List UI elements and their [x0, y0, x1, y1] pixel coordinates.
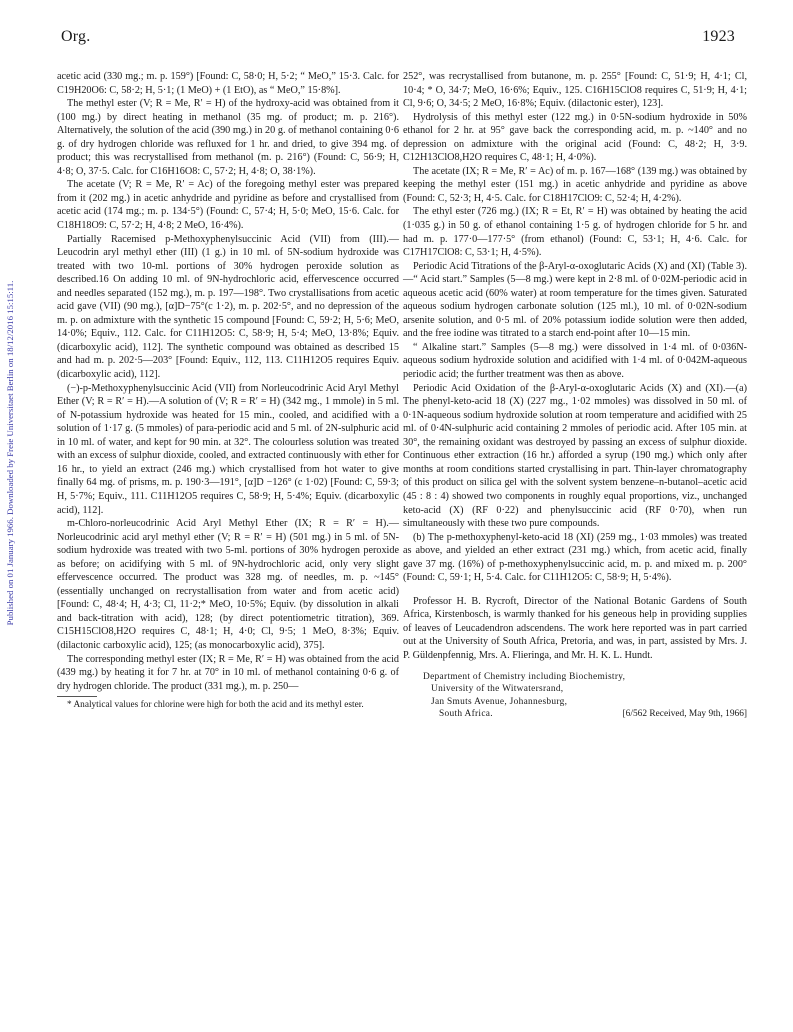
affiliation-line: Jan Smuts Avenue, Johannesburg, [431, 696, 568, 707]
acknowledgement: Professor H. B. Rycroft, Director of the National Botanic Gardens of South Africa, Kirstenbosch, is warmly thanked for his geneous help in providing supplies of leaves of Leucadendron adscendens. The work here reported was in part carried out at the University of South Africa, Pretoria, and was, in part, assisted by Mrs. J. P. Güldenpfennig, Mrs. A. Flieringa, and Mr. H. K. L. Hundt. [403, 595, 747, 661]
paragraph: The acetate (V; R = Me, R′ = Ac) of the foregoing methyl ester was prepared from it (202 mg.) in acetic anhydride and pyridine as before and crystallised from acetic acid (174 mg.; m. p. 134·5°) (Found: C, 57·4; H, 5·0; MeO, 15·6. Calc. for C18H18O9: C, 57·2; H, 4·8; 2 MeO, 16·4%). [57, 179, 399, 232]
footnote-rule [57, 696, 97, 697]
paragraph: The ethyl ester (726 mg.) (IX; R = Et, R′ = H) was obtained by heating the acid (1·035 g.) in 50 g. of ethanol containing 1·5 g. of hydrogen chloride for 5 hr. and had m. p. 177·0—177·5° (from ethanol) (Found: C, 53·1; H, 4·6. Calc. for C17H17ClO8: C, 53·1; H, 4·5%). [403, 206, 747, 259]
paragraph: “ Alkaline start.” Samples (5—8 mg.) were dissolved in 1·4 ml. of 0·036N-aqueous sodium hydroxide solution and acidified with 1·4 ml. of 0·042M-aqueous periodic acid; the further treatment was then as above. [403, 341, 747, 381]
paragraph: m-Chloro-norleucodrinic Acid Aryl Methyl Ether (IX; R = R′ = H).—Norleucodrinic acid aryl methyl ether (V; R = R′ = H) (501 mg.) in 5 ml. of 5N-sodium hydroxide was treated with two 5-ml. portions of 30% hydrogen peroxide as before; on acidifying with 5 ml. of 9N-hydrochloric acid, only very slight effervescence occurred. The product was 328 mg. of needles, m. p. ~145° (essentially unchanged on recrystallisation from water and from acetic acid) [Found: C, 48·4; H, 4·3; Cl, 11·2;* MeO, 10·5%; Equiv. (by dissolution in alkali and back-titration with acid), 128; (by direct potentiometric titration), 369. C15H15ClO8,H2O requires C, 48·1; H, 4·0; Cl, 9·5; 1 MeO, 8·3%; Equiv. (dilactonic carboxylic acid), 125; (as monocarboxylic acid), 375]. [57, 518, 399, 651]
download-watermark [2, 148, 18, 758]
paragraph: The acetate (IX; R = Me, R′ = Ac) of m. p. 167—168° (139 mg.) was obtained by keeping the methyl ester (151 mg.) in acetic anhydride and pyridine as above (Found: C, 52·3; H, 4·5. Calc. for C18H17ClO9: C, 52·4; H, 4·2%). [403, 165, 747, 204]
paragraph: The methyl ester (V; R = Me, R′ = H) of the hydroxy-acid was obtained from it (100 mg.) by direct heating in methanol (35 mg. of product; m. p. 216°). Alternatively, the solution of the acid (390 mg.) in 20 g. of methanol containing 0·6 g. of dry hydrogen chloride was refluxed for 1 hr. and dried, to give 394 mg. of product; this was recrystallised from methanol (m. p. 216°) (Found: C, 56·9; H, 4·8; O, 37·5. Calc. for C16H16O8: C, 57·2; H, 4·8; O, 38·1%). [57, 98, 399, 177]
paragraph: Hydrolysis of this methyl ester (122 mg.) in 0·5N-sodium hydroxide in 50% ethanol for 2 hr. at 95° gave back the corresponding acid, m. p. ~140° and no depression on admixture with the original acid (Found: C, 48·2; H, 3·9. C12H13ClO8,H2O requires C, 48·1; H, 4·0%). [403, 111, 747, 164]
affiliation-block [403, 671, 747, 721]
paragraph: (−)-p-Methoxyphenylsuccinic Acid (VII) from Norleucodrinic Acid Aryl Methyl Ether (V; R = R′ = H).—A solution of (V; R = R′ = H) (342 mg., 1 mmole) in 5 ml. of N-potassium hydroxide was heated for 15 min., cooled, and acidified with a solution of 1·17 g. (5 mmoles) of para-periodic acid and 5 ml. of 2N-sulphuric acid in 10 ml. of water, and kept for 90 min. at 32°. The colourless solution was treated with an excess of sulphur dioxide, cooled, and extracted continuously with ether for 16 hr., to yield an extract (246 mg.) which crystallised from hot water to give finally 64 mg. of prisms, m. p. 190·3—191°, [α]D −126° (c 1·02) [Found: C, 59·3; H, 5·7%; Equiv., 111. C11H12O5 requires C, 58·9; H, 5·4%; Equiv. (dicarboxylic acid), 112]. [57, 382, 399, 516]
download-watermark-text: Published on 01 January 1966. Downloaded by Freie Universitaet Berlin on 18/12/2016 15:15:11. [5, 280, 15, 626]
paragraph: 252°, was recrystallised from butanone, m. p. 255° [Found: C, 51·9; H, 4·1; Cl, 10·4; * O, 34·7; MeO, 16·6%; Equiv., 125. C16H15ClO8 requires C, 51·9; H, 4·1; Cl, 9·6; O, 34·5; 2 MeO, 16·8%; Equiv. (dilactonic ester), 123]. [403, 71, 747, 110]
paragraph: Periodic Acid Oxidation of the β-Aryl-α-oxoglutaric Acids (X) and (XI).—(a) The phenyl-keto-acid 18 (X) (227 mg., 1·02 mmoles) was dissolved in 50 ml. of 0·1N-aqueous sodium hydroxide solution at room temperature and acidified with 25 ml. of 0·4N-sulphuric acid containing 2 mmoles of periodic acid. After 105 min. at 30°, the remaining oxidant was destroyed by passing an excess of sulphur dioxide. Continuous ether extraction (16 hr.) afforded a syrup (190 mg.) which only after months at room conditions started crystallising in part. Thin-layer chromatography of this product on silica gel with the solvent system benzene–n-butanol–acetic acid (45 : 8 : 4) showed two components in roughly equal proportions, viz., unchanged keto-acid (X) (RF 0·22) and phenylsuccinic acid (RF 0·70), when run simultaneously with these two pure compounds. [403, 382, 747, 530]
paragraph: acetic acid (330 mg.; m. p. 159°) [Found: C, 58·0; H, 5·2; “ MeO,” 15·3. Calc. for C19H20O6: C, 58·2; H, 5·1; (1 MeO) + (1 EtO), as “ MeO,” 15·8%]. [57, 71, 399, 96]
received-date: [6/562 Received, May 9th, 1966] [622, 709, 747, 720]
footnote: * Analytical values for chlorine were high for both the acid and its methyl ester. [67, 700, 364, 711]
paragraph: The corresponding methyl ester (IX; R = Me, R′ = H) was obtained from the acid (439 mg.) by heating it for 7 hr. at 70° in 10 ml. of methanol containing 0·6 g. of dry hydrogen chloride. The product (331 mg.), m. p. 250— [57, 653, 399, 692]
page-number: 1923 [702, 28, 735, 45]
affiliation-line [423, 708, 747, 721]
paragraph: (b) The p-methoxyphenyl-keto-acid 18 (XI) (259 mg., 1·03 mmoles) was treated as above, and yielded an ether extract (231 mg.) which, from acetic acid, finally gave 37 mg. (16%) of p-methoxyphenylsuccinic acid, m. p. and mixed m. p. 200° (Found: C, 59·1; H, 5·4. Calc. for C11H12O5: C, 58·9; H, 5·4%). [403, 531, 747, 584]
affiliation-country: South Africa. [439, 709, 493, 720]
left-text-column [57, 70, 399, 711]
journal-section-header: Org. [61, 28, 91, 45]
paragraph: Periodic Acid Titrations of the β-Aryl-α-oxoglutaric Acids (X) and (XI) (Table 3).—“ Acid start.” Samples (5—8 mg.) were kept in 2·8 ml. of 0·02M-periodic acid in aqueous acetic acid (60% water) at room temperature for the times given. Saturated aqueous sodium hydrogen carbonate solution (125 ml.), 10 ml. of 0·02N-sodium arsenite solution, and 0·5 ml. of 20% potassium iodide solution were then added, and the free iodine was titrated to a starch end-point after 10—15 min. [403, 260, 747, 340]
affiliation-line: University of the Witwatersrand, [431, 684, 564, 695]
paragraph: Partially Racemised p-Methoxyphenylsuccinic Acid (VII) from (III).—Leucodrin aryl methyl ether (III) (1 g.) in 10 ml. of 5N-sodium hydroxide was treated with two 10-ml. portions of 30% hydrogen peroxide solution as described.16 On adding 10 ml. of 9N-hydrochloric acid, effervescence occurred and needles separated (152 mg.), m. p. 197—198°. Two crystallisations from acetic acid gave (VII) (90 mg.), [α]D−75°(c 1·2), m. p. 202·5°, and no depression of the m. p. on admixture with the synthetic 15 compound [Found: C, 59·2; H, 5·6; MeO, 14·0%; Equiv., 112. Calc. for C11H12O5: C, 58·9; H, 5·4; MeO, 13·8%; Equiv. (dicarboxylic acid), 112]. The synthetic compound was obtained as described 15 and had m. p. 202·5—203° [Found: Equiv., 112, 113. C11H12O5 requires Equiv. (dicarboxylic acid), 112]. [57, 233, 399, 381]
right-text-column [403, 70, 747, 721]
affiliation-line: Department of Chemistry including Biochemistry, [423, 671, 626, 682]
